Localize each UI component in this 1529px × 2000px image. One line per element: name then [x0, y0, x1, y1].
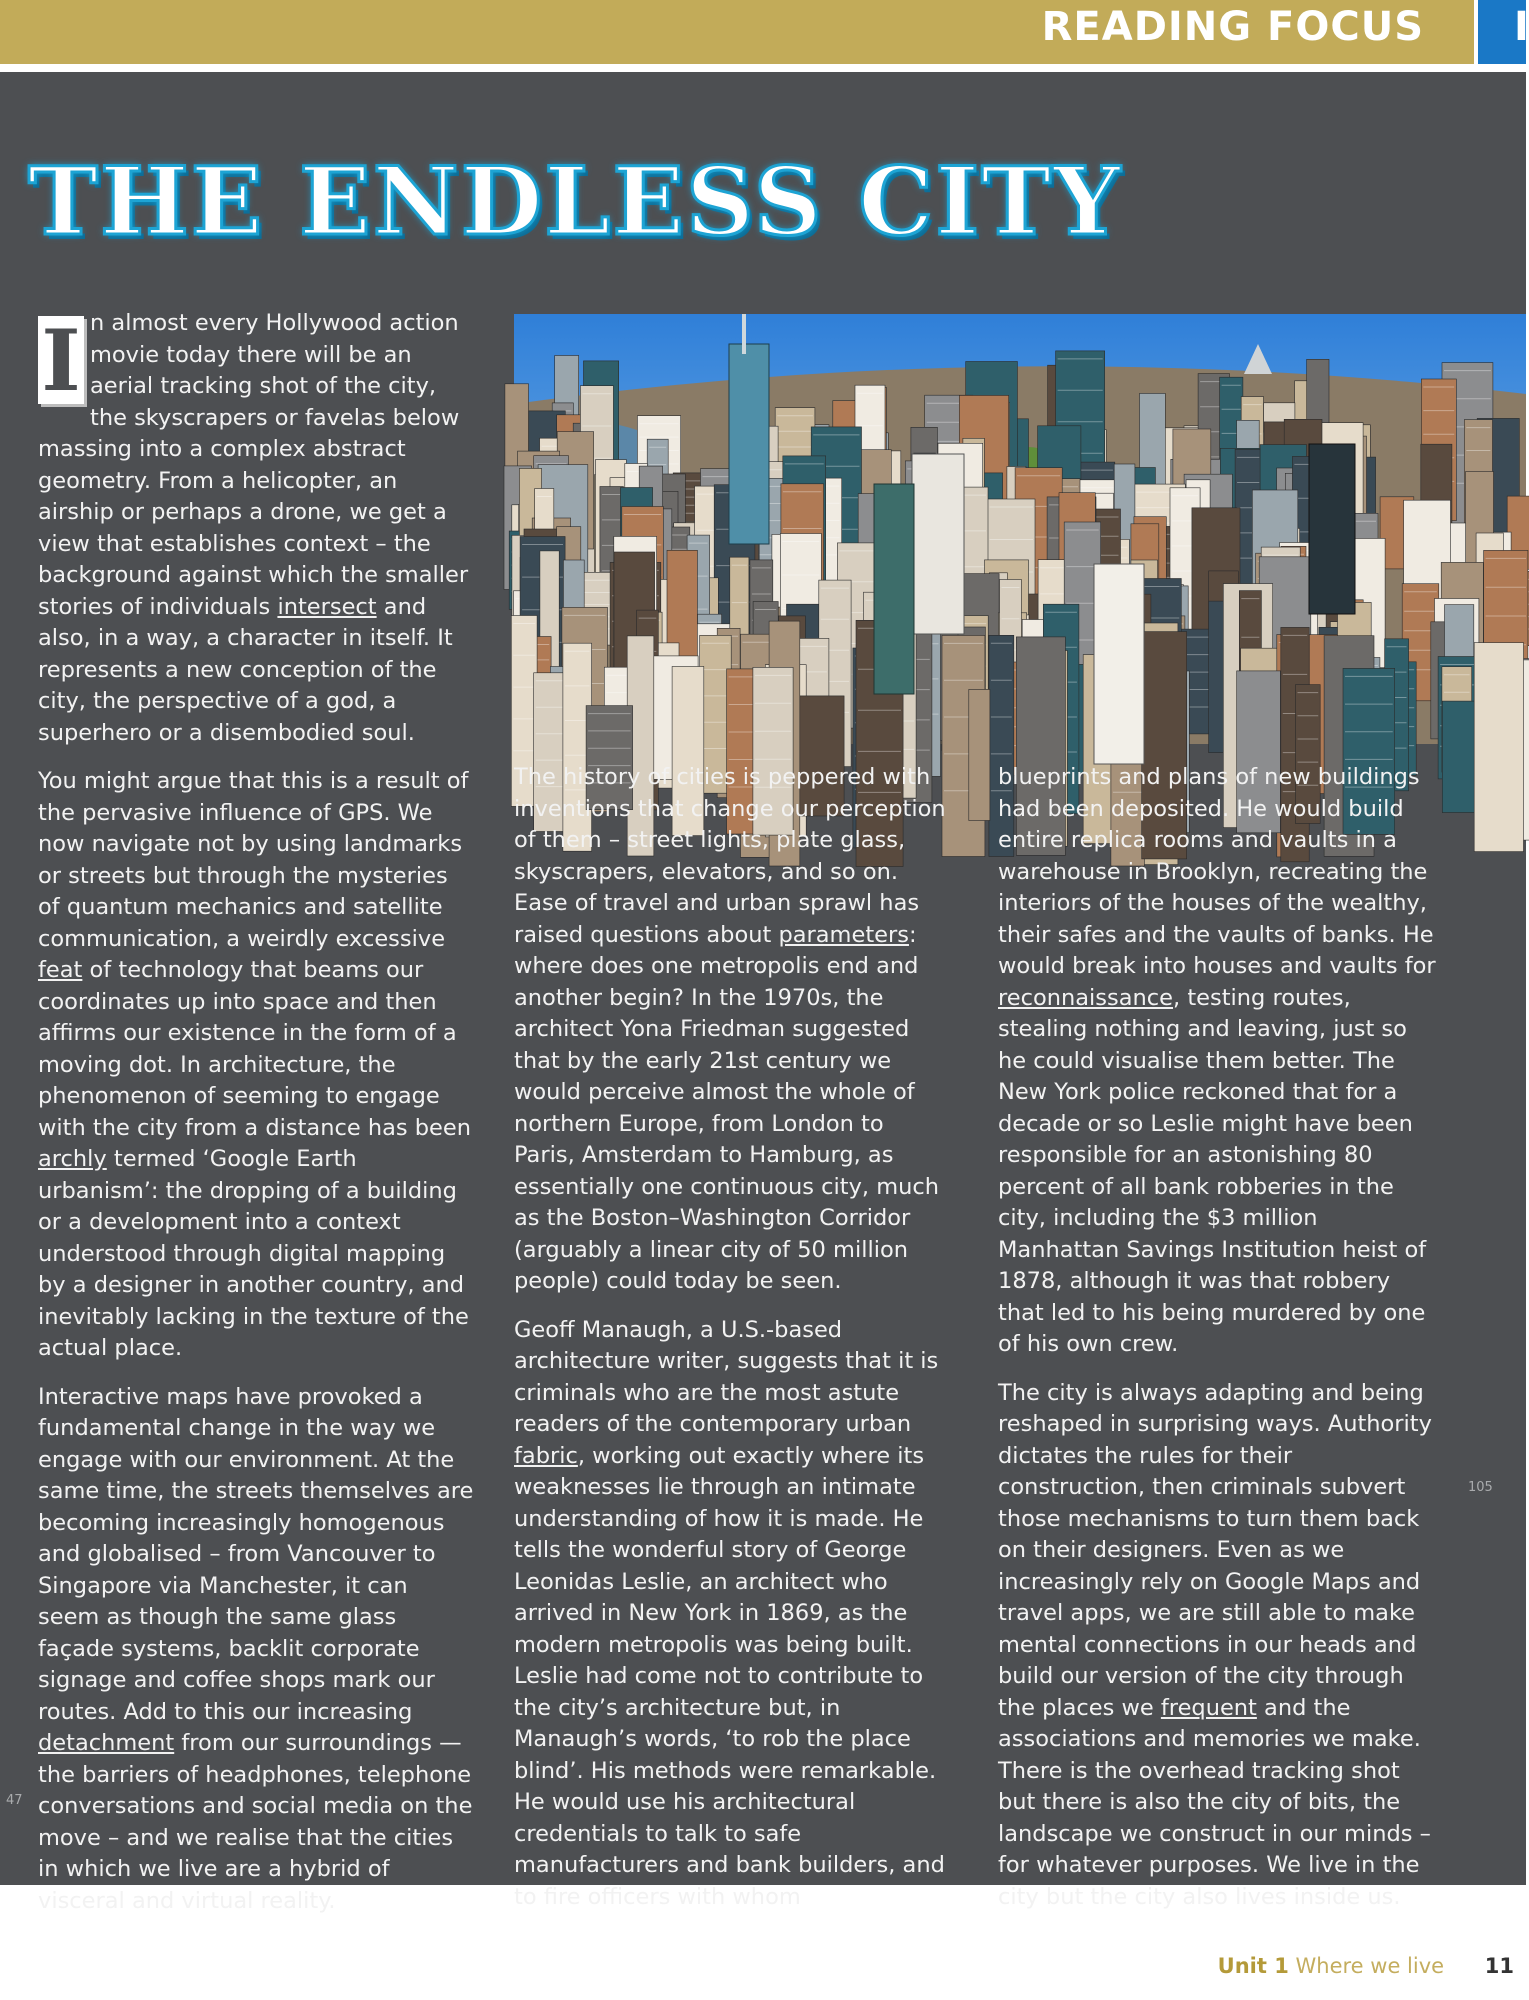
section-label: READING FOCUS: [1041, 4, 1424, 50]
article-title: THE ENDLESS CITY: [28, 147, 1123, 257]
paragraph-text: The city is always adapting and being reshaped in surprising ways. Authority dictates the rules for their construction, then criminals subvert those mechanisms to turn them back on their designers. Even as we increasingly rely on Google Maps and travel apps, we are still able to make mental connections in our heads and build our version of the city through the places we: [998, 1379, 1432, 1721]
unit-label: Unit 1: [1217, 1954, 1289, 1978]
unit-title: Where we live: [1295, 1954, 1445, 1978]
page-number: 11: [1484, 1954, 1514, 1978]
paragraph-text: and the associations and memories we make. There is the overhead tracking shot but there is also the city of bits, the landscape we construct in our minds – for whatever purposes. We live in the city but the city also lives inside us.: [998, 1694, 1431, 1910]
paragraph: [998, 762, 1438, 1361]
paragraph-text: from our surroundings — the barriers of headphones, telephone conversations and social media on the move – and we realise that the cities in which we live are a hybrid of visceral and virtual reality.: [38, 1730, 473, 1914]
line-number: 47: [6, 1793, 23, 1808]
vocab-word: feat: [38, 957, 83, 983]
paragraph-text: Interactive maps have provoked a fundamental change in the way we engage with our environment. At the same time, the streets themselves are becoming increasingly homogenous and globalised – from Vancouver to Singapore via Manchester, it can seem as though the same glass façade systems, backlit corporate signage and coffee shops mark our routes. Add to this our increasing: [38, 1383, 474, 1725]
page-footer: [1218, 1954, 1514, 1978]
section-banner: [0, 0, 1474, 64]
paragraph: [998, 1378, 1438, 1914]
paragraph-text: The history of cities is peppered with inventions that change our perception of them – street lights, plate glass, skyscrapers, elevators, and so on. Ease of travel and urban sprawl has raised questions about: [514, 764, 946, 948]
vocab-word: reconnaissance: [998, 984, 1174, 1011]
drop-cap: I: [38, 316, 84, 404]
section-tab: [1478, 0, 1529, 64]
paragraph-text: n almost every Hollywood action movie today there will be an aerial tracking shot of the city, the skyscrapers or favelas below massing into a complex abstract geometry. From a helicopter, an airship or perhaps a drone, we get a view that establishes context – the background against which the smaller stories of individuals: [38, 310, 469, 620]
paragraph: [38, 308, 474, 749]
paragraph-text: , working out exactly where its weaknesses lie through an intimate understanding of how it is made. He tells the wonderful story of George Leonidas Leslie, an architect who arrived in New York in 1869, as the modern metropolis was being built. Leslie had come not to contribute to the city’s architecture but, in Manaugh’s words, ‘to rob the place blind’. His methods were remarkable. He would use his architectural credentials to talk to safe manufacturers and bank builders, and to fire officers with whom: [514, 1442, 945, 1910]
vocab-word: detachment: [38, 1730, 175, 1756]
paragraph: [38, 1382, 474, 1918]
paragraph-text: , testing routes, stealing nothing and leaving, just so he could visualise them better. The New York police reckoned that for a decade or so Leslie might have been responsible for an astonishing 80 percent of all bank robberies in the city, including the $3 million Manhattan Savings Institution heist of 1878, although it was that robbery that led to his being murdered by one of his own crew.: [998, 984, 1427, 1357]
section-tab-letter: I: [1514, 4, 1529, 50]
line-number: 105: [1468, 1480, 1493, 1495]
city-aerial-photo: [514, 314, 1526, 744]
city-skyline-illustration: [514, 314, 1526, 744]
paragraph-text: of technology that beams our coordinates up into space and then affirms our existence in the form of a moving dot. In architecture, the phenomenon of seeming to engage with the city from a distance has been: [38, 957, 471, 1141]
article-column-1: [38, 308, 474, 1934]
vocab-word: parameters: [778, 921, 909, 948]
paragraph-text: blueprints and plans of new buildings had been deposited. He would build entire replica rooms and vaults in a warehouse in Brooklyn, recreating the interiors of the houses of the wealthy, their safes and the vaults of banks. He would break into houses and vaults for: [998, 764, 1436, 979]
paragraph-text: You might argue that this is a result of the pervasive influence of GPS. We now navigate not by using landmarks or streets but through the mysteries of quantum mechanics and satellite communication, a weirdly excessive: [38, 768, 469, 952]
article-column-2: [514, 762, 946, 1930]
vocab-word: archly: [38, 1146, 107, 1172]
vocab-word: fabric: [514, 1442, 578, 1469]
paragraph: [38, 766, 474, 1365]
article-column-3: [998, 762, 1438, 1930]
paragraph-text: : where does one metropolis end and another begin? In the 1970s, the architect Yona Friedman suggested that by the early 21st century we would perceive almost the whole of northern Europe, from London to Paris, Amsterdam to Hamburg, as essentially one continuous city, much as the Boston–Washington Corridor (arguably a linear city of 50 million people) could today be seen.: [514, 921, 940, 1294]
vocab-word: intersect: [277, 593, 377, 620]
paragraph: [514, 762, 946, 1298]
paragraph-text: and also, in a way, a character in itself. It represents a new conception of the city, the perspective of a god, a superhero or a disembodied soul.: [38, 593, 453, 746]
paragraph-text: Geoff Manaugh, a U.S.-based architecture writer, suggests that it is criminals who are the most astute readers of the contemporary urban: [514, 1316, 939, 1437]
vocab-word: frequent: [1160, 1694, 1257, 1721]
paragraph: [514, 1315, 946, 1914]
paragraph-text: termed ‘Google Earth urbanism’: the dropping of a building or a development into a context understood through digital mapping by a designer in another country, and inevitably lacking in the texture of the actual place.: [38, 1146, 469, 1361]
